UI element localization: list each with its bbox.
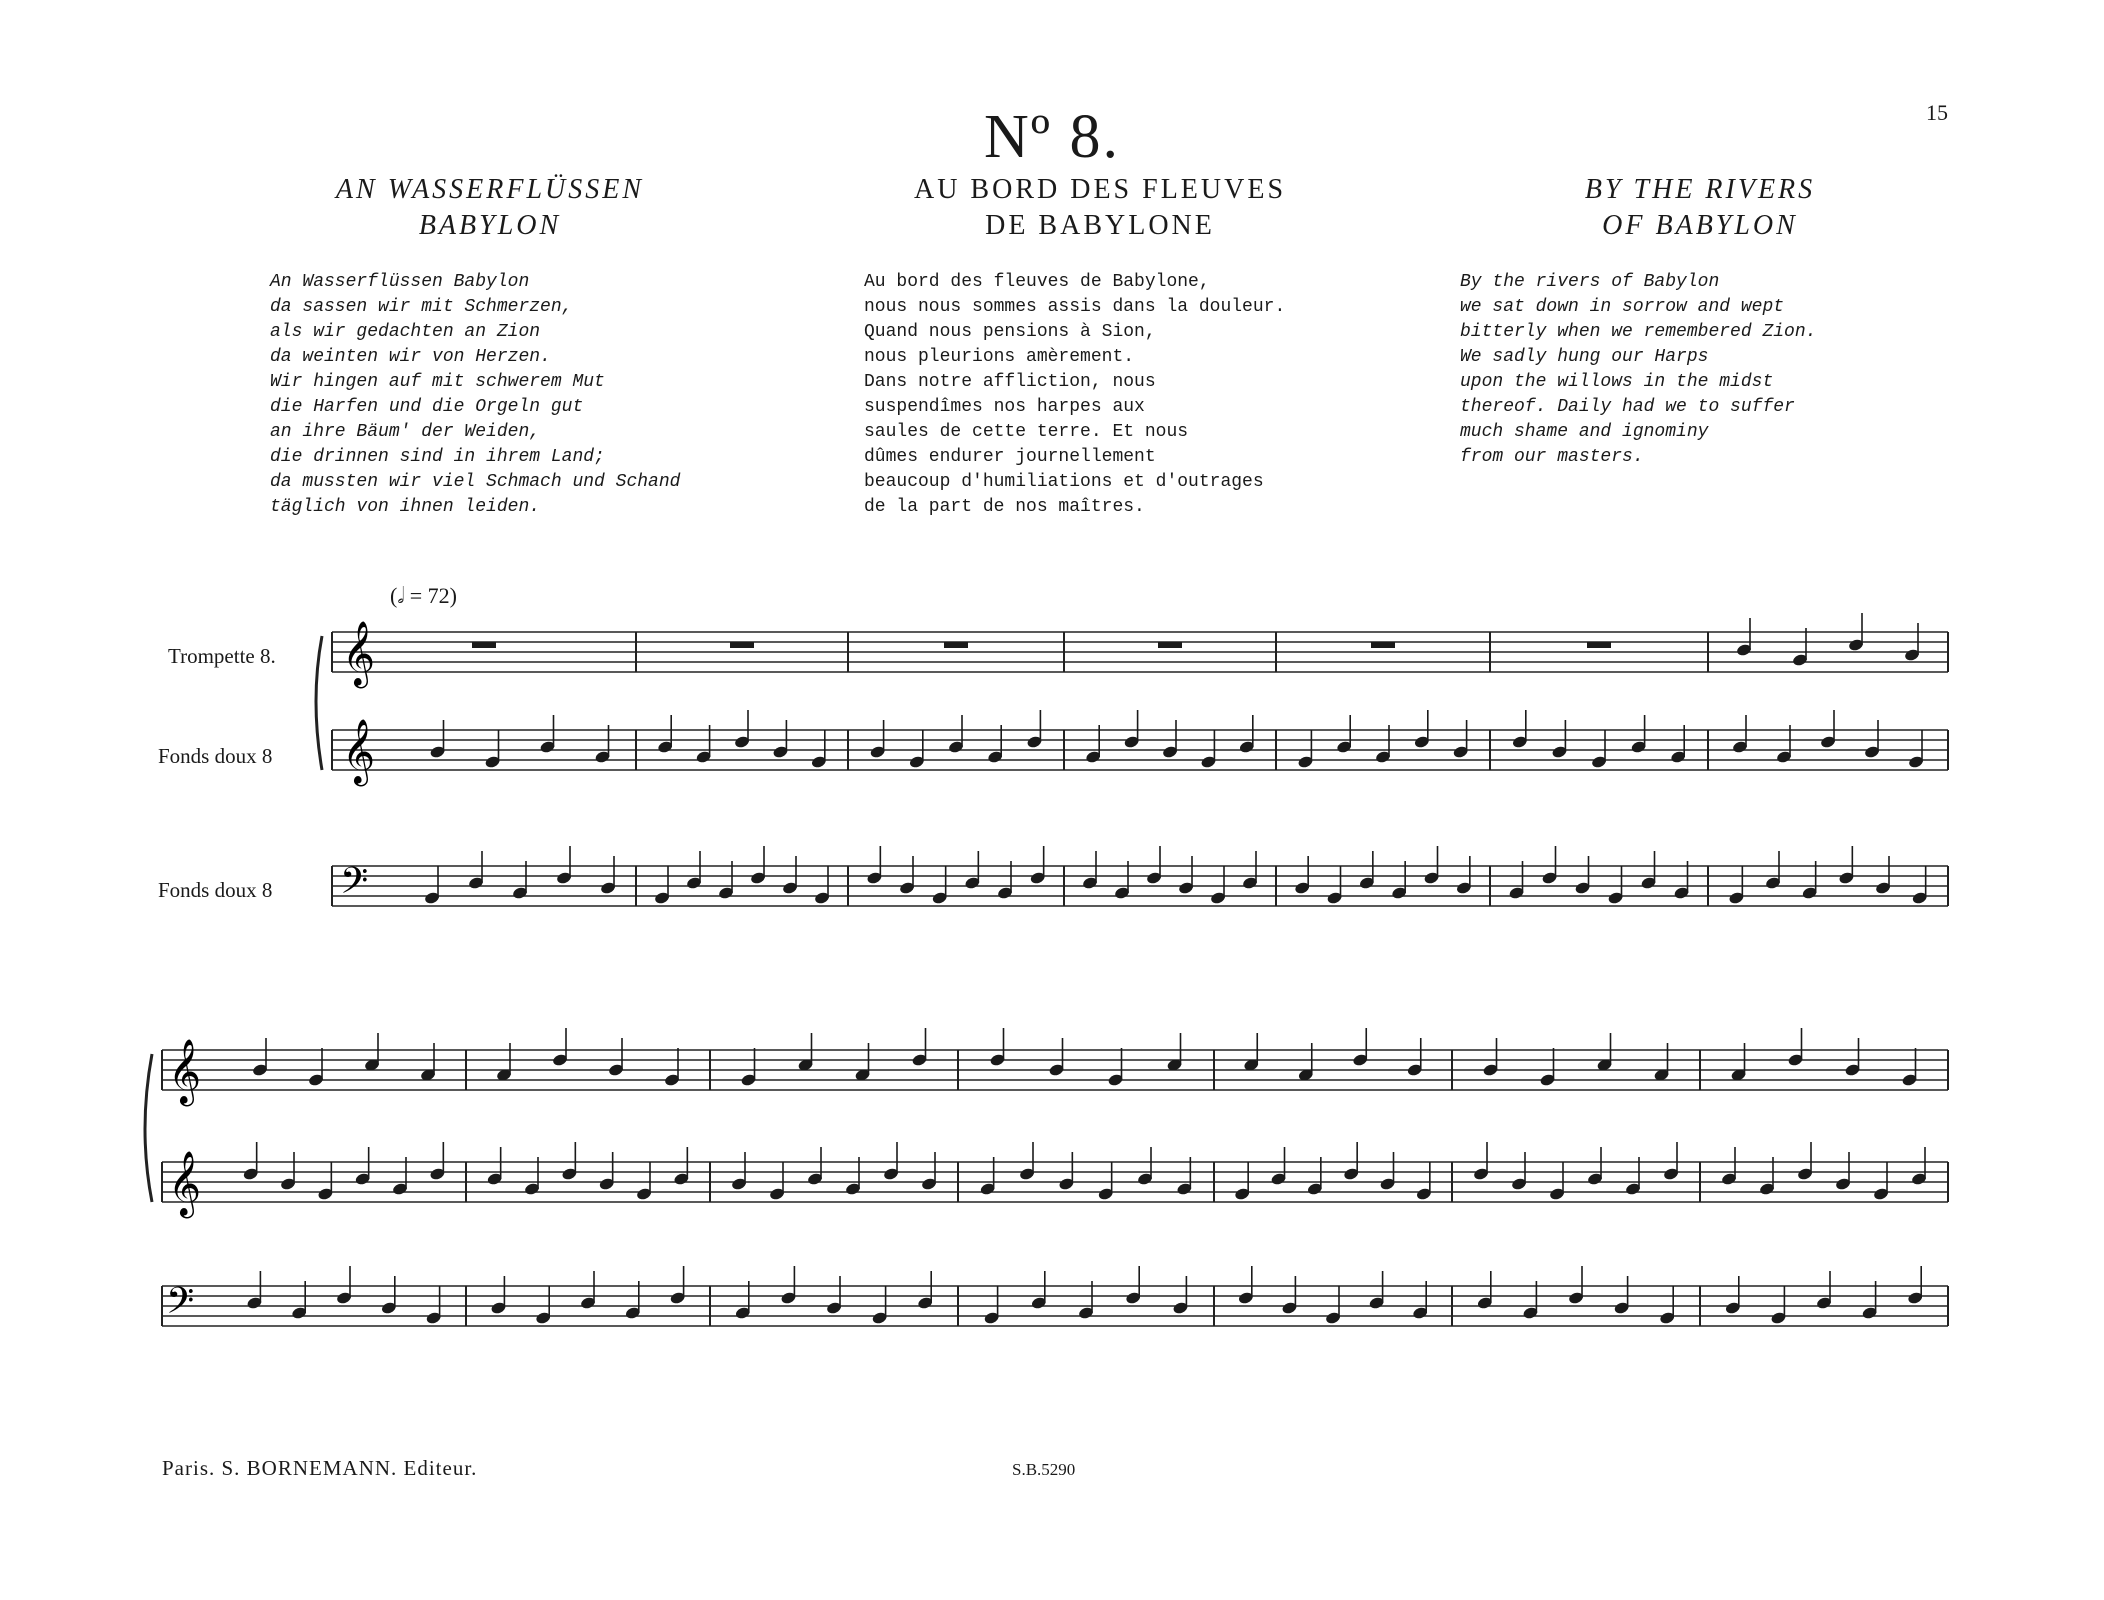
- verse-line: nous nous sommes assis dans la douleur.: [864, 297, 1286, 317]
- whole-rest: [1158, 642, 1182, 648]
- treble-clef: 𝄞: [168, 1151, 202, 1216]
- verse-line: da mussten wir viel Schmach und Schand: [270, 472, 681, 492]
- whole-rest: [730, 642, 754, 648]
- verse-line: Au bord des fleuves de Babylone,: [864, 272, 1210, 292]
- verse-line: da weinten wir von Herzen.: [270, 347, 551, 367]
- verse-line: We sadly hung our Harps: [1460, 347, 1709, 367]
- verse-line: much shame and ignominy: [1460, 422, 1709, 442]
- english-title-line1: BY THE RIVERS: [1584, 174, 1816, 205]
- bass-clef: 𝄢: [340, 860, 369, 911]
- verse-line: bitterly when we remembered Zion.: [1460, 322, 1817, 342]
- german-title-line2: BABYLON: [418, 210, 562, 241]
- system-brace-2: [145, 1054, 152, 1202]
- score-notation: [145, 613, 1948, 1331]
- whole-rest: [944, 642, 968, 648]
- part-label-fonds-lower: Fonds doux 8: [158, 878, 273, 902]
- treble-clef: 𝄞: [168, 1039, 202, 1104]
- verse-line: saules de cette terre. Et nous: [864, 422, 1189, 442]
- verse-line: nous pleurions amèrement.: [864, 347, 1135, 367]
- verse-line: täglich von ihnen leiden.: [270, 497, 541, 517]
- verse-line: thereof. Daily had we to suffer: [1460, 397, 1795, 417]
- whole-rest: [1587, 642, 1611, 648]
- english-title-line2: OF BABYLON: [1602, 210, 1798, 241]
- treble-clef: 𝄞: [342, 621, 376, 686]
- page-number: 15: [1926, 100, 1948, 125]
- part-label-fonds-upper: Fonds doux 8: [158, 744, 273, 768]
- whole-rest: [472, 642, 496, 648]
- verse-line: de la part de nos maîtres.: [864, 497, 1145, 517]
- tempo-marking: (𝅗𝅥 = 72): [390, 583, 457, 608]
- piece-number: Nº 8.: [984, 103, 1120, 171]
- verse-line: By the rivers of Babylon: [1460, 272, 1720, 292]
- verse-line: die Harfen und die Orgeln gut: [270, 397, 584, 417]
- french-title-line1: AU BORD DES FLEUVES: [913, 174, 1287, 205]
- verse-line: als wir gedachten an Zion: [270, 322, 541, 342]
- plate-number: S.B.5290: [1012, 1460, 1076, 1479]
- bass-clef: 𝄢: [166, 1280, 195, 1331]
- french-title-line2: DE BABYLONE: [985, 210, 1215, 241]
- verse-line: beaucoup d'humiliations et d'outrages: [864, 472, 1264, 492]
- publisher-line: Paris. S. BORNEMANN. Editeur.: [162, 1456, 478, 1480]
- verse-line: dûmes endurer journellement: [864, 447, 1156, 467]
- part-label-trumpet: Trompette 8.: [168, 644, 276, 668]
- verse-line: an ihre Bäum' der Weiden,: [270, 422, 541, 442]
- verse-line: from our masters.: [1460, 447, 1644, 467]
- verse-line: upon the willows in the midst: [1460, 372, 1774, 392]
- verse-line: we sat down in sorrow and wept: [1460, 297, 1785, 317]
- system-brace: [316, 636, 322, 770]
- verse-line: An Wasserflüssen Babylon: [270, 272, 530, 292]
- verse-line: Wir hingen auf mit schwerem Mut: [270, 372, 605, 392]
- verse-line: die drinnen sind in ihrem Land;: [270, 447, 605, 467]
- verse-line: suspendîmes nos harpes aux: [864, 397, 1145, 417]
- treble-clef: 𝄞: [342, 719, 376, 784]
- whole-rest: [1371, 642, 1395, 648]
- german-title-line1: AN WASSERFLÜSSEN: [335, 174, 645, 205]
- verse-line: Dans notre affliction, nous: [864, 372, 1156, 392]
- verse-line: Quand nous pensions à Sion,: [864, 322, 1156, 342]
- verse-line: da sassen wir mit Schmerzen,: [270, 297, 573, 317]
